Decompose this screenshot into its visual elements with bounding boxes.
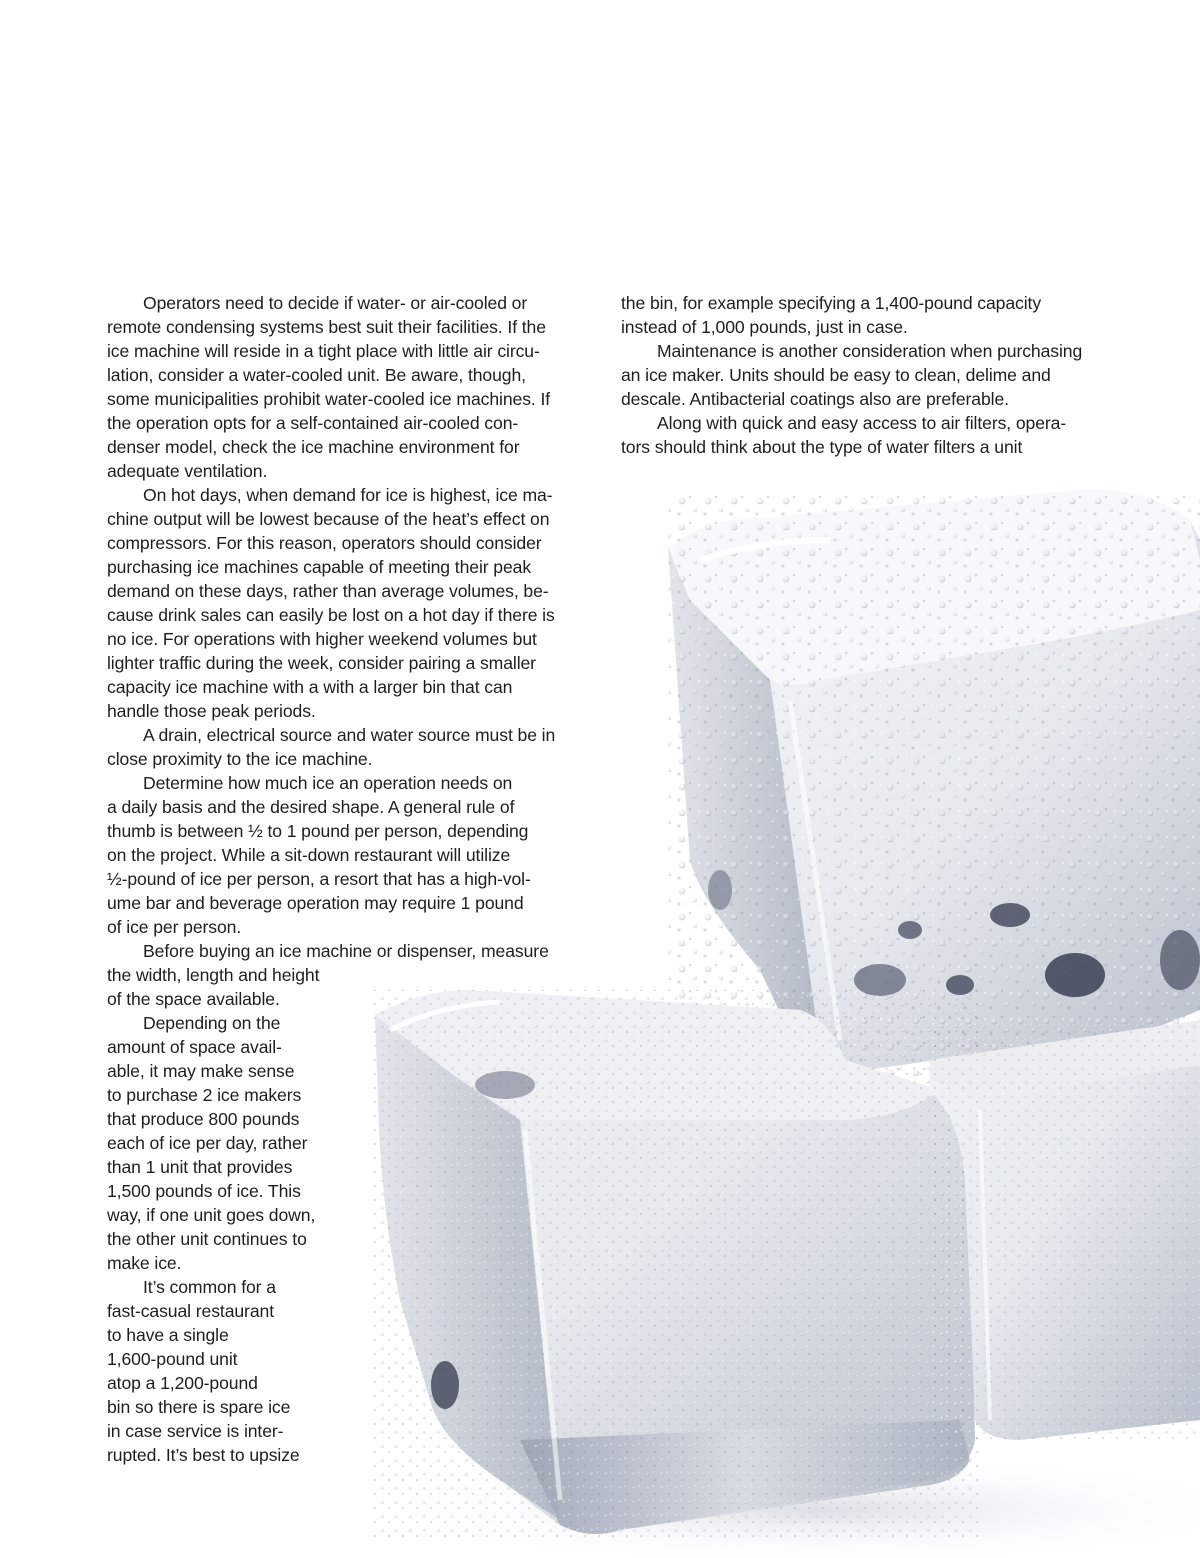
ice-cube-bottom-right — [930, 1020, 1200, 1440]
text-line: amount of space avail- — [107, 1037, 282, 1057]
text-line: an ice maker. Units should be easy to clean, delime and — [621, 365, 1051, 385]
text-line: to have a single — [107, 1325, 229, 1345]
article-left-narrow-column — [107, 963, 367, 1467]
text-line: way, if one unit goes down, — [107, 1205, 316, 1225]
text-line: It’s common for a — [143, 1277, 276, 1297]
text-line: demand on these days, rather than average volumes, be- — [107, 581, 549, 601]
text-line: the width, length and height — [107, 965, 320, 985]
text-line: fast-casual restaurant — [107, 1301, 274, 1321]
text-line: rupted. It’s best to upsize — [107, 1445, 300, 1465]
text-line: Determine how much ice an operation needs on — [143, 773, 513, 793]
text-line: lation, consider a water-cooled unit. Be aware, though, — [107, 365, 526, 385]
text-line: compressors. For this reason, operators should consider — [107, 533, 542, 553]
text-line: the bin, for example specifying a 1,400-pound capacity — [621, 293, 1042, 313]
text-line: Before buying an ice machine or dispenser, measure — [143, 941, 549, 961]
text-line: Depending on the — [143, 1013, 281, 1033]
text-line: each of ice per day, rather — [107, 1133, 308, 1153]
text-line: lighter traffic during the week, consider pairing a smaller — [107, 653, 536, 673]
text-line: descale. Antibacterial coatings also are preferable. — [621, 389, 1009, 409]
text-line: capacity ice machine with a with a larger bin that can — [107, 677, 513, 697]
text-line: chine output will be lowest because of the heat’s effect on — [107, 509, 550, 529]
text-line: the other unit continues to — [107, 1229, 307, 1249]
text-line: able, it may make sense — [107, 1061, 295, 1081]
ice-cube-top — [668, 490, 1200, 1080]
text-line: make ice. — [107, 1253, 182, 1273]
text-line: the operation opts for a self-contained air-cooled con- — [107, 413, 519, 433]
text-line: denser model, check the ice machine environment for — [107, 437, 520, 457]
text-line: 1,500 pounds of ice. This — [107, 1181, 301, 1201]
text-line: no ice. For operations with higher weekend volumes but — [107, 629, 537, 649]
text-line: a daily basis and the desired shape. A general rule of — [107, 797, 515, 817]
article-left-column — [107, 291, 607, 963]
text-line: in case service is inter- — [107, 1421, 284, 1441]
text-line: Along with quick and easy access to air filters, opera- — [657, 413, 1067, 433]
text-line: adequate ventilation. — [107, 461, 268, 481]
text-line: cause drink sales can easily be lost on a hot day if there is — [107, 605, 555, 625]
text-line: on the project. While a sit-down restaurant will utilize — [107, 845, 511, 865]
text-line: tors should think about the type of water filters a unit — [621, 437, 1023, 457]
text-line: A drain, electrical source and water source must be in — [143, 725, 556, 745]
text-line: Operators need to decide if water- or air-cooled or — [143, 293, 528, 313]
text-line: purchasing ice machines capable of meeting their peak — [107, 557, 532, 577]
text-line: thumb is between ½ to 1 pound per person, depending — [107, 821, 529, 841]
text-line: some municipalities prohibit water-cooled ice machines. If — [107, 389, 551, 409]
text-line: of the space available. — [107, 989, 280, 1009]
text-line: ½-pound of ice per person, a resort that has a high-vol- — [107, 869, 531, 889]
text-line: to purchase 2 ice makers — [107, 1085, 302, 1105]
text-line: handle those peak periods. — [107, 701, 316, 721]
text-line: that produce 800 pounds — [107, 1109, 300, 1129]
text-line: of ice per person. — [107, 917, 242, 937]
text-line: 1,600-pound unit — [107, 1349, 238, 1369]
text-line: instead of 1,000 pounds, just in case. — [621, 317, 908, 337]
ice-cube-bottom-left — [370, 990, 980, 1540]
text-line: remote condensing systems best suit their facilities. If the — [107, 317, 546, 337]
text-line: ume bar and beverage operation may require 1 pound — [107, 893, 524, 913]
text-line: than 1 unit that provides — [107, 1157, 293, 1177]
article-right-column — [621, 291, 1121, 459]
text-line: bin so there is spare ice — [107, 1397, 291, 1417]
text-line: atop a 1,200-pound — [107, 1373, 258, 1393]
text-line: Maintenance is another consideration when purchasing — [657, 341, 1083, 361]
text-line: On hot days, when demand for ice is highest, ice ma- — [143, 485, 553, 505]
text-line: ice machine will reside in a tight place with little air circu- — [107, 341, 540, 361]
text-line: close proximity to the ice machine. — [107, 749, 373, 769]
